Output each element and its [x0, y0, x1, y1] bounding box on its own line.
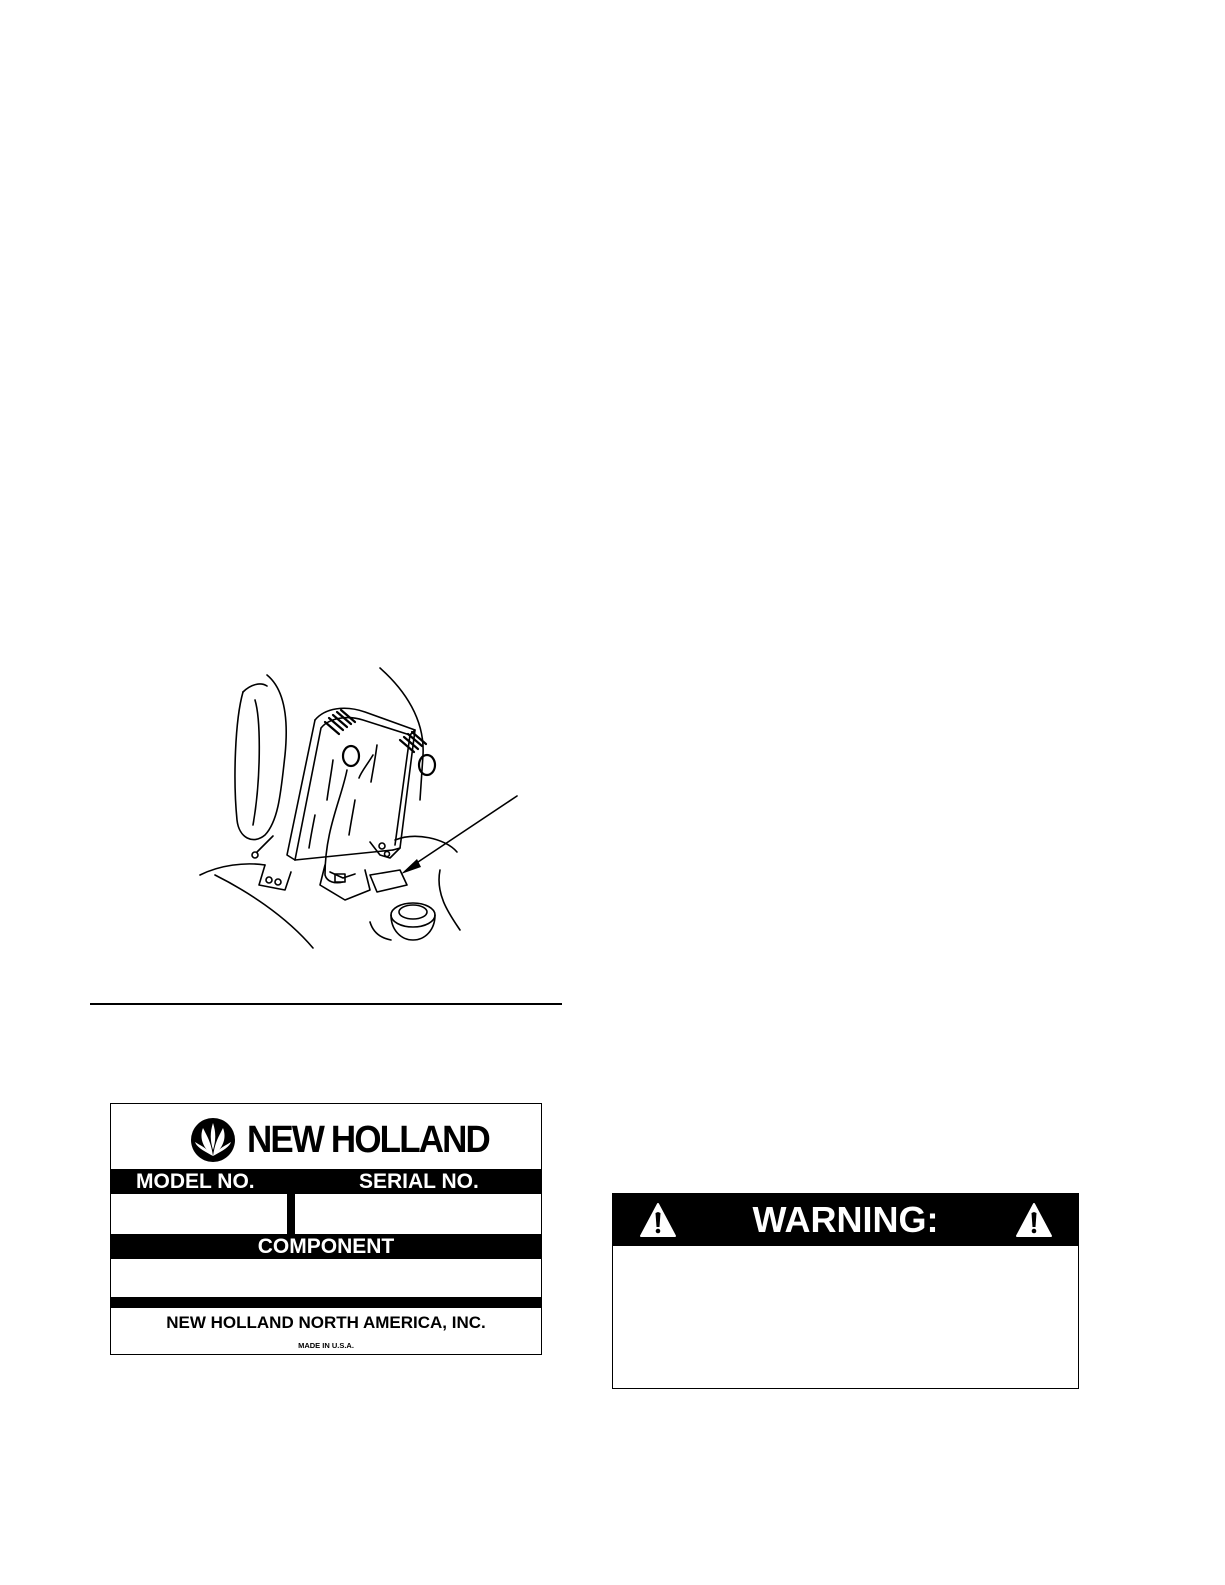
component-header-bar: COMPONENT [111, 1234, 541, 1259]
plate-brand-row [111, 1112, 541, 1167]
identification-plate [110, 1103, 542, 1355]
exclamation-triangle-icon [1015, 1202, 1053, 1238]
plate-company-name: NEW HOLLAND NORTH AMERICA, INC. [166, 1313, 486, 1332]
model-serial-header-bar [111, 1169, 541, 1194]
model-no-label: MODEL NO. [136, 1170, 255, 1193]
model-serial-fields [111, 1194, 541, 1234]
plate-brand-name: NEW HOLLAND [247, 1119, 489, 1161]
serial-no-label: SERIAL NO. [359, 1170, 479, 1193]
seat-illustration [195, 660, 535, 960]
new-holland-leaf-logo-icon [189, 1116, 237, 1164]
warning-box [612, 1193, 1079, 1389]
section-divider [90, 1003, 562, 1005]
warning-header-bar [613, 1194, 1078, 1246]
field-separator [287, 1194, 295, 1234]
plate-origin: MADE IN U.S.A. [298, 1341, 354, 1350]
warning-title: WARNING: [752, 1199, 939, 1240]
plate-bottom-bar [111, 1297, 541, 1308]
